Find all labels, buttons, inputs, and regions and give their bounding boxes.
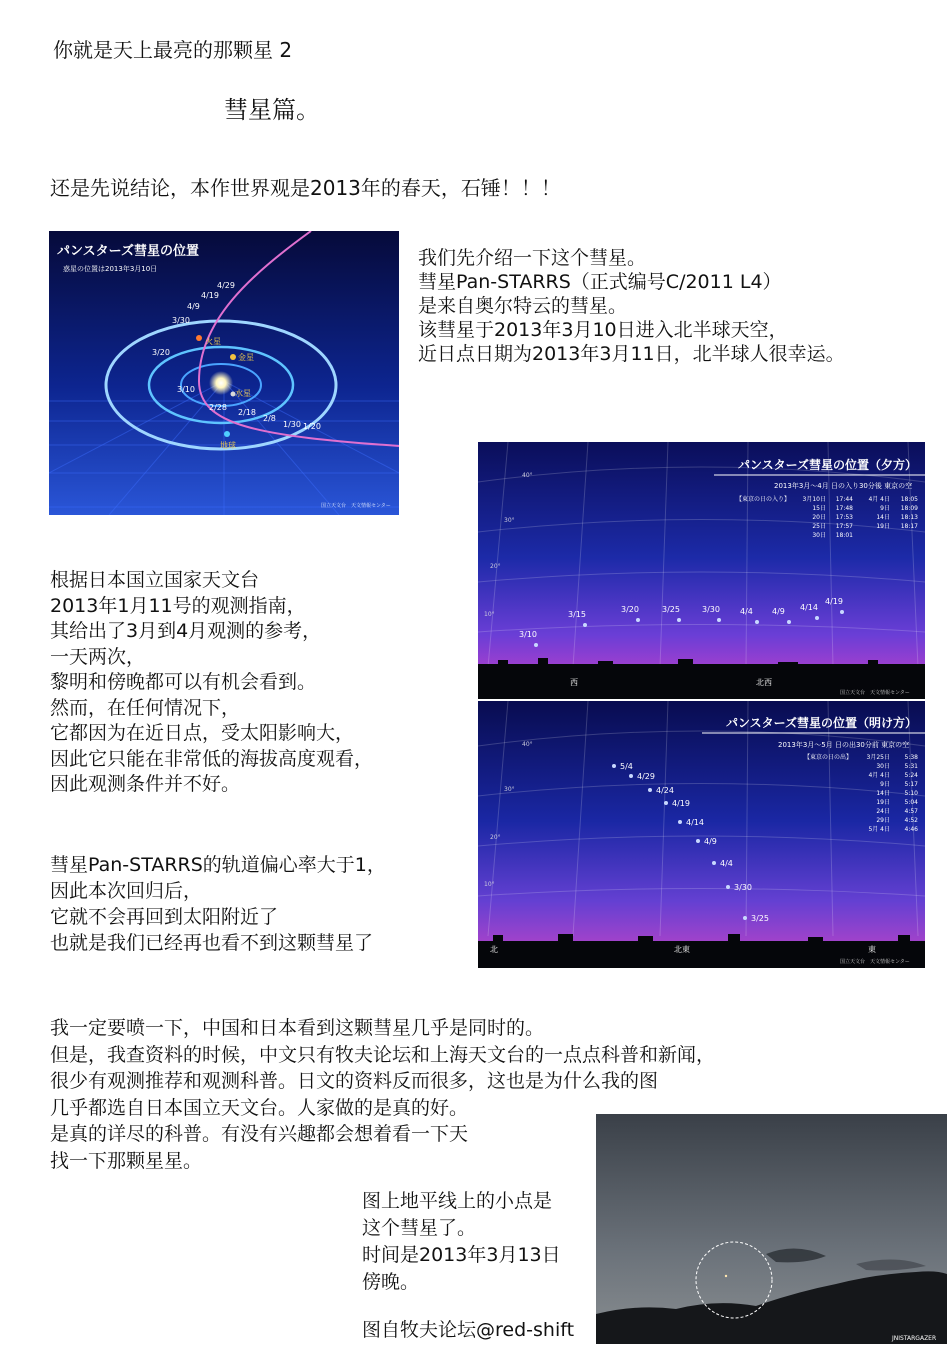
paragraph-line: 根据日本国立国家天文台 (50, 569, 260, 591)
paragraph-line: 该彗星于2013年3月10日进入北半球天空， (418, 319, 788, 341)
direction-label: 北東 (674, 945, 690, 954)
paragraph-line: 图上地平线上的小点是 (362, 1190, 553, 1212)
observation-paragraph (50, 568, 373, 798)
date-label: 3/10 (177, 385, 195, 394)
comet-point (743, 916, 747, 920)
comet-date-label: 3/30 (734, 883, 752, 892)
sunset-table-cell: 18:09 (900, 505, 918, 512)
planet-label: 火星 (205, 337, 221, 346)
paragraph-line: 找一下那颗星星。 (50, 1149, 203, 1172)
sunset-table-cell: 17:48 (835, 505, 853, 512)
planet-label: 水星 (235, 389, 251, 398)
comet-point (696, 839, 700, 843)
photo-caption (362, 1188, 561, 1296)
sunset-table-cell: 30日 (812, 532, 826, 539)
paragraph-line: 因此观测条件并不好。 (50, 773, 241, 795)
comet-date-label: 4/14 (800, 603, 818, 612)
direction-label: 東 (868, 945, 876, 954)
paragraph-line: 这个彗星了。 (362, 1217, 477, 1239)
sunset-table-cell: 15日 (812, 505, 826, 512)
comet-point (534, 643, 538, 647)
sunrise-table-cell: 4月 4日 (868, 772, 890, 779)
planet-label: 金星 (238, 353, 254, 362)
comet-date-label: 3/10 (519, 630, 537, 639)
comet-date-label: 4/9 (704, 837, 717, 846)
sunrise-table-cell: 4:46 (904, 826, 918, 833)
intro-conclusion: 还是先说结论，本作世界观是2013年的春天，石锤！！！ (50, 176, 561, 200)
orbit-subtitle: 惑星の位置は2013年3月10日 (63, 265, 158, 273)
photo-watermark: JNISTARGAZER (892, 1335, 937, 1342)
paragraph-line: 我们先介绍一下这个彗星。 (418, 247, 647, 269)
comet-point (678, 820, 682, 824)
comet-point (636, 618, 640, 622)
sunrise-table-cell: 5:04 (904, 799, 918, 806)
comet-date-label: 3/15 (568, 610, 586, 619)
comet-point (583, 623, 587, 627)
paragraph-line: 很少有观测推荐和观测科普。日文的资料反而很多，这也是为什么我的图 (50, 1070, 659, 1092)
paragraph-line: 彗星Pan-STARRS的轨道偏心率大于1， (50, 854, 386, 876)
planet-label: 地球 (220, 441, 236, 450)
direction-label: 北 (490, 945, 498, 954)
paragraph-line: 也就是我们已经再也看不到这颗彗星了 (50, 932, 374, 954)
sunset-table-cell: 18:05 (900, 496, 918, 503)
evening-title: パンスターズ彗星の位置（夕方） (738, 458, 918, 472)
paragraph-line: 是真的详尽的科普。有没有兴趣都会想着看一下天 (50, 1123, 469, 1145)
direction-label: 西 (570, 678, 578, 687)
altitude-label: 20° (490, 834, 501, 841)
paragraph-line: 一天两次， (50, 645, 146, 668)
sunset-table-cell: 9日 (880, 505, 890, 512)
sunset-table-cell: 18:01 (835, 532, 853, 539)
comet-point (629, 774, 633, 778)
date-label: 1/30 (283, 420, 301, 429)
comet-point (664, 801, 668, 805)
date-label: 4/29 (217, 281, 235, 290)
date-label: 3/20 (152, 348, 170, 357)
sunset-table-cell: 17:53 (835, 514, 853, 521)
paragraph-line: 它就不会再回到太阳附近了 (50, 906, 279, 928)
sunrise-table-cell: 5:10 (904, 790, 918, 797)
sunset-table-cell: 19日 (876, 523, 890, 530)
paragraph-line: 然而，在任何情况下， (50, 696, 241, 719)
date-label: 4/19 (201, 291, 219, 300)
date-label: 1/20 (303, 422, 321, 431)
paragraph-line: 但是，我查资料的时候，中文只有牧夫论坛和上海天文台的一点点科普和新闻， (50, 1043, 716, 1066)
sunset-table-cell: 20日 (812, 514, 826, 521)
comet-date-label: 4/29 (637, 772, 655, 781)
paragraph-line: 因此本次回归后， (50, 880, 203, 902)
comet-date-label: 3/25 (751, 914, 769, 923)
comet-photo (596, 1114, 947, 1344)
series-title: 你就是天上最亮的那颗星 2 (53, 38, 293, 62)
paragraph-line: 傍晚。 (362, 1271, 420, 1293)
mars-icon (196, 335, 202, 341)
sunset-table-cell: 25日 (812, 523, 826, 530)
sunrise-table-cell: 19日 (876, 799, 890, 806)
date-label: 2/28 (209, 403, 227, 412)
altitude-label: 40° (522, 472, 533, 479)
comet-point (612, 764, 616, 768)
date-label: 3/30 (172, 316, 190, 325)
comet-point (712, 861, 716, 865)
sunrise-table-cell: 5:17 (904, 781, 918, 788)
sunrise-table-cell: 9日 (880, 781, 890, 788)
comet-date-label: 4/4 (740, 607, 753, 616)
comet-date-label: 4/4 (720, 859, 733, 868)
sunrise-table-cell: 29日 (876, 817, 890, 824)
paragraph-line: 彗星Pan-STARRS（正式编号C/2011 L4） (418, 271, 782, 293)
orbit-paragraph (50, 852, 386, 956)
comet-date-label: 4/24 (656, 786, 674, 795)
comet-point (717, 618, 721, 622)
comet-date-label: 3/20 (621, 605, 639, 614)
sunset-table-cell: 17:57 (835, 523, 853, 530)
altitude-label: 20° (490, 563, 501, 570)
comet-date-label: 4/14 (686, 818, 704, 827)
venus-icon (230, 354, 236, 360)
paragraph-line: 我一定要喷一下，中国和日本看到这颗彗星几乎是同时的。 (50, 1017, 545, 1039)
altitude-label: 10° (484, 611, 495, 618)
sunset-table-cell: 18:17 (900, 523, 918, 530)
sunrise-table-cell: 4:57 (904, 808, 918, 815)
orbit-figure (49, 231, 399, 515)
paragraph-line: 其给出了3月到4月观测的参考， (50, 620, 322, 642)
orbit-credit: 国立天文台 天文情報センター (321, 503, 391, 509)
evening-sky-chart (478, 442, 925, 699)
paragraph-line: 黎明和傍晚都可以有机会看到。 (50, 671, 317, 693)
sunrise-table-cell: 5月 4日 (868, 826, 890, 833)
sunset-table-cell: 14日 (876, 514, 890, 521)
evening-credit: 国立天文台 天文情報センター (840, 690, 910, 696)
comet-date-label: 3/25 (662, 605, 680, 614)
comet-intro (418, 246, 845, 366)
altitude-label: 30° (504, 786, 515, 793)
chapter-title: 彗星篇。 (224, 96, 320, 124)
sunset-table-cell: 3月10日 (802, 496, 826, 503)
morning-credit: 国立天文台 天文情報センター (840, 959, 910, 965)
comet-date-label: 3/30 (702, 605, 720, 614)
comet-point (755, 620, 759, 624)
morning-subtitle: 2013年3月〜5月 日の出30分前 東京の空 (778, 741, 910, 749)
sunset-table-cell: 4月 4日 (868, 496, 890, 503)
paragraph-line: 是来自奥尔特云的彗星。 (418, 295, 628, 317)
sunrise-table-cell: 3月25日 (866, 754, 890, 761)
altitude-label: 40° (522, 741, 533, 748)
sunrise-table-cell: 4:52 (904, 817, 918, 824)
comet-point (840, 610, 844, 614)
date-label: 2/8 (263, 414, 276, 423)
comet-point (648, 788, 652, 792)
comet-date-label: 4/19 (672, 799, 690, 808)
sunrise-table-cell: 30日 (876, 763, 890, 770)
date-label: 2/18 (238, 408, 256, 417)
sunset-table-cell: 18:13 (900, 514, 918, 521)
comet-point (677, 618, 681, 622)
sunrise-table-header: 【東京の日の出】 (804, 754, 853, 761)
altitude-label: 10° (484, 881, 495, 888)
comet-dot (725, 1275, 727, 1277)
photo-credit: 图自牧夫论坛@red-shift (362, 1319, 575, 1341)
sunrise-table-cell: 24日 (876, 808, 890, 815)
comet-point (726, 885, 730, 889)
comet-date-label: 5/4 (620, 762, 633, 771)
paragraph-line: 近日点日期为2013年3月11日，北半球人很幸运。 (418, 343, 845, 365)
sunrise-table-cell: 5:31 (904, 763, 918, 770)
sunset-table-cell: 17:44 (835, 496, 853, 503)
direction-label: 北西 (756, 678, 772, 687)
date-label: 4/9 (187, 302, 200, 311)
sunrise-table-cell: 5:24 (904, 772, 918, 779)
earth-icon (224, 431, 230, 437)
sunrise-table-cell: 5:38 (904, 754, 918, 761)
morning-sky-chart (478, 701, 925, 968)
morning-title: パンスターズ彗星の位置（明け方） (726, 716, 918, 730)
paragraph-line: 时间是2013年3月13日 (362, 1244, 561, 1266)
comet-date-label: 4/19 (825, 597, 843, 606)
sun-icon (209, 371, 233, 395)
orbit-title: パンスターズ彗星の位置 (57, 244, 199, 259)
paragraph-line: 几乎都选自日本国立天文台。人家做的是真的好。 (50, 1096, 469, 1119)
paragraph-line: 它都因为在近日点，受太阳影响大， (50, 722, 355, 744)
sunrise-table-cell: 14日 (876, 790, 890, 797)
comet-point (787, 620, 791, 624)
altitude-label: 30° (504, 517, 515, 524)
paragraph-line: 因此它只能在非常低的海拔高度观看， (50, 747, 374, 770)
evening-subtitle: 2013年3月〜4月 日の入り30分後 東京の空 (774, 482, 913, 490)
comet-point (815, 616, 819, 620)
paragraph-line: 2013年1月11号的观测指南， (50, 594, 306, 617)
sunset-table-header: 【東京の日の入り】 (736, 496, 791, 503)
comet-date-label: 4/9 (772, 607, 785, 616)
